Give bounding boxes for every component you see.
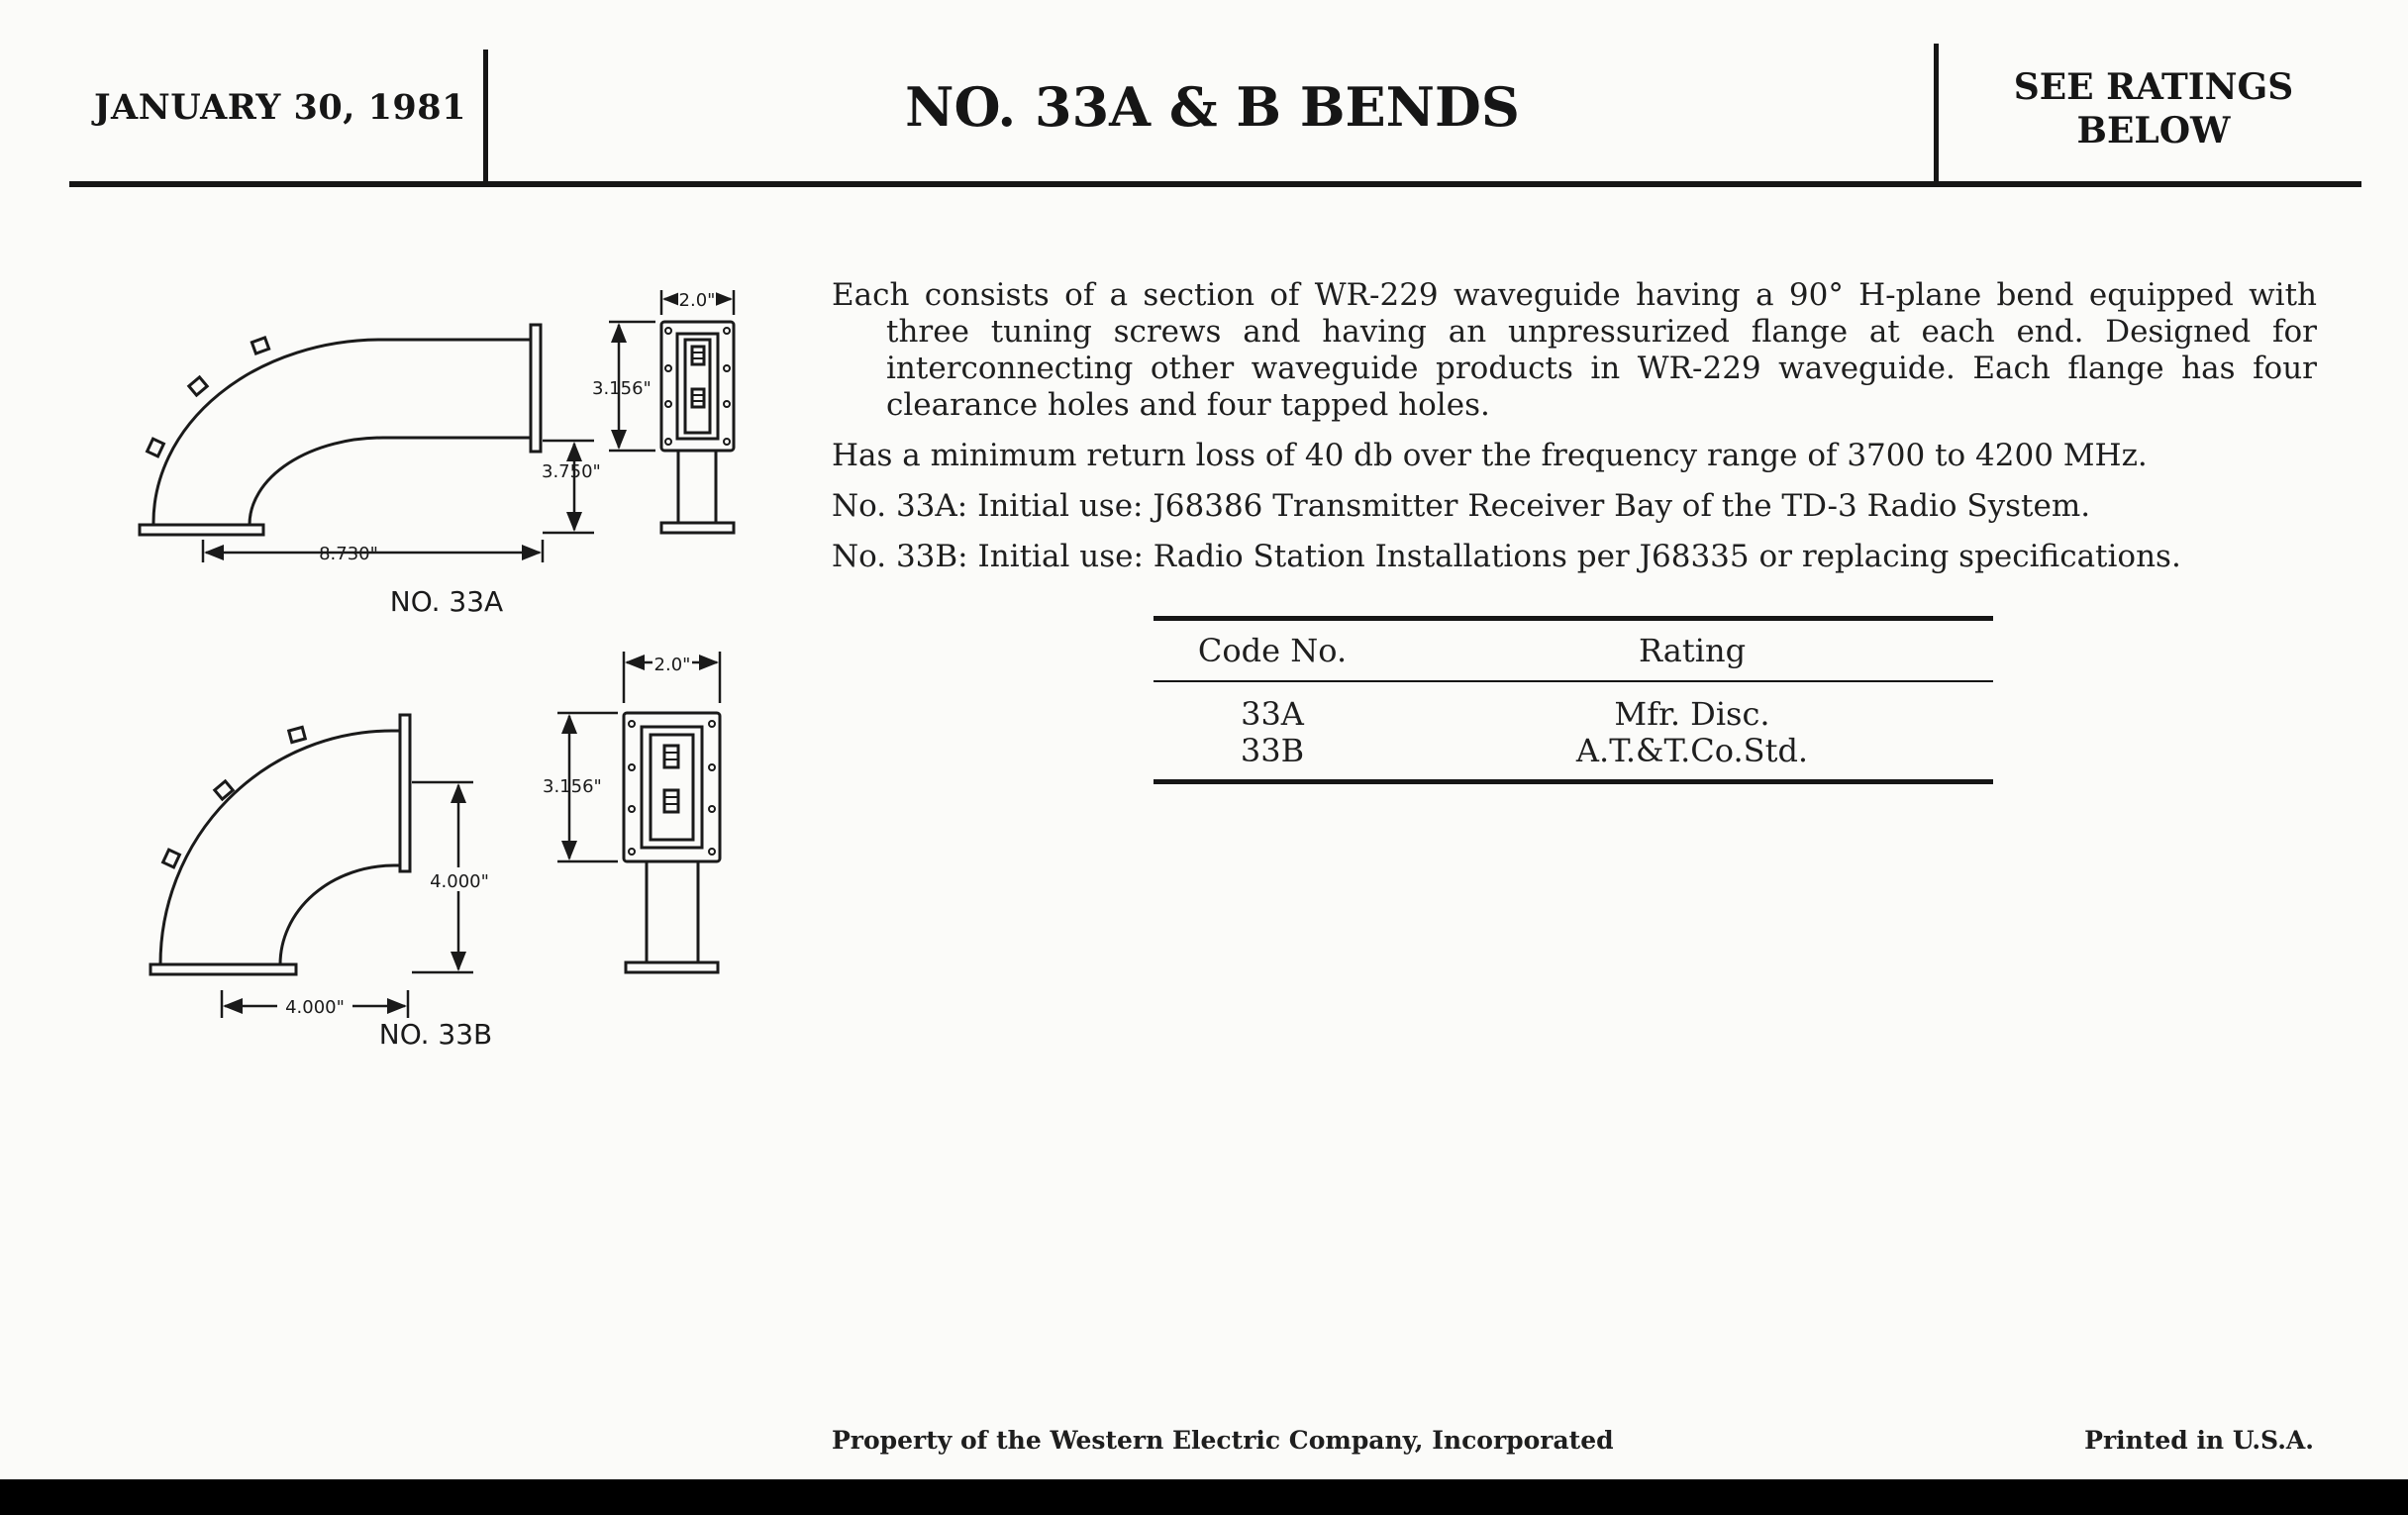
tuning-screw-icon [163,850,180,867]
table-row [1154,696,1993,733]
tuning-screw-icon [692,347,704,364]
figure-33b-label: NO. 33B [378,1018,493,1051]
column-header-rating: Rating [1638,632,1747,669]
dim-33b-run: 4.000" [285,997,345,1018]
header-date: JANUARY 30, 1981 [94,87,466,128]
column-header-code: Code No. [1197,632,1348,669]
tuning-screw-icon [664,790,678,812]
header-ratings-line1: SEE RATINGS [2013,66,2294,108]
cell-rating: A.T.&T.Co.Std. [1575,732,1809,769]
cell-code: 33B [1240,732,1305,769]
dim-33a-run: 8.730" [319,544,378,564]
table-body [1154,682,1993,779]
page-title: NO. 33A & B BENDS [905,75,1520,139]
table-row [1154,733,1993,769]
tuning-screw-icon [289,727,306,742]
dim-33a-width: 2.0" [678,290,716,311]
description [832,277,2317,589]
tuning-screw-icon [189,377,207,395]
dim-33a-height: 3.156" [592,378,652,399]
bend-33b-end-view [624,713,720,972]
bend-33a-dimensions [203,441,594,562]
cell-rating: Mfr. Disc. [1614,695,1770,733]
footer-property-notice: Property of the Western Electric Company, Incorporated [832,1426,1614,1455]
tuning-screw-icon [664,746,678,767]
table-header-row [1154,621,1993,682]
dim-33b-rise: 4.000" [430,871,489,892]
tuning-screw-icon [692,389,704,407]
tuning-screw-icon [251,338,268,354]
bend-33b-side-view [150,715,410,974]
tuning-screw-icon [148,439,164,456]
dim-33b-width: 2.0" [653,655,691,675]
description-paragraph: Each consists of a section of WR-229 waveguide having a 90° H-plane bend equipped with three tuning screws and having an unpressurized flange at each end. Designed for interconnecting other waveguide products in WR-229 waveguide. Each flange has four clearance holes and four tapped holes. [832,277,2317,423]
description-paragraph: Has a minimum return loss of 40 db over the frequency range of 3700 to 4200 MHz. [832,438,2148,473]
bend-33a-side-view [140,325,541,535]
dim-33a-rise: 3.750" [542,461,601,482]
bend-33a-end-view [661,322,734,533]
bend-33b-end-dimensions [557,652,720,861]
header-ratings-line2: BELOW [2076,110,2231,152]
header-ratings-note [1936,65,2371,152]
figure-33a-label: NO. 33A [389,585,504,618]
ratings-table [1154,616,1993,784]
description-paragraph: No. 33A: Initial use: J68386 Transmitter Receiver Bay of the TD-3 Radio System. [832,488,2091,524]
cell-code: 33A [1241,695,1304,733]
dim-33b-height: 3.156" [543,776,602,797]
footer-printed-notice: Printed in U.S.A. [2084,1426,2314,1455]
description-paragraph: No. 33B: Initial use: Radio Station Installations per J68335 or replacing specifications. [832,539,2181,574]
bend-33b-dimensions [222,782,473,1018]
